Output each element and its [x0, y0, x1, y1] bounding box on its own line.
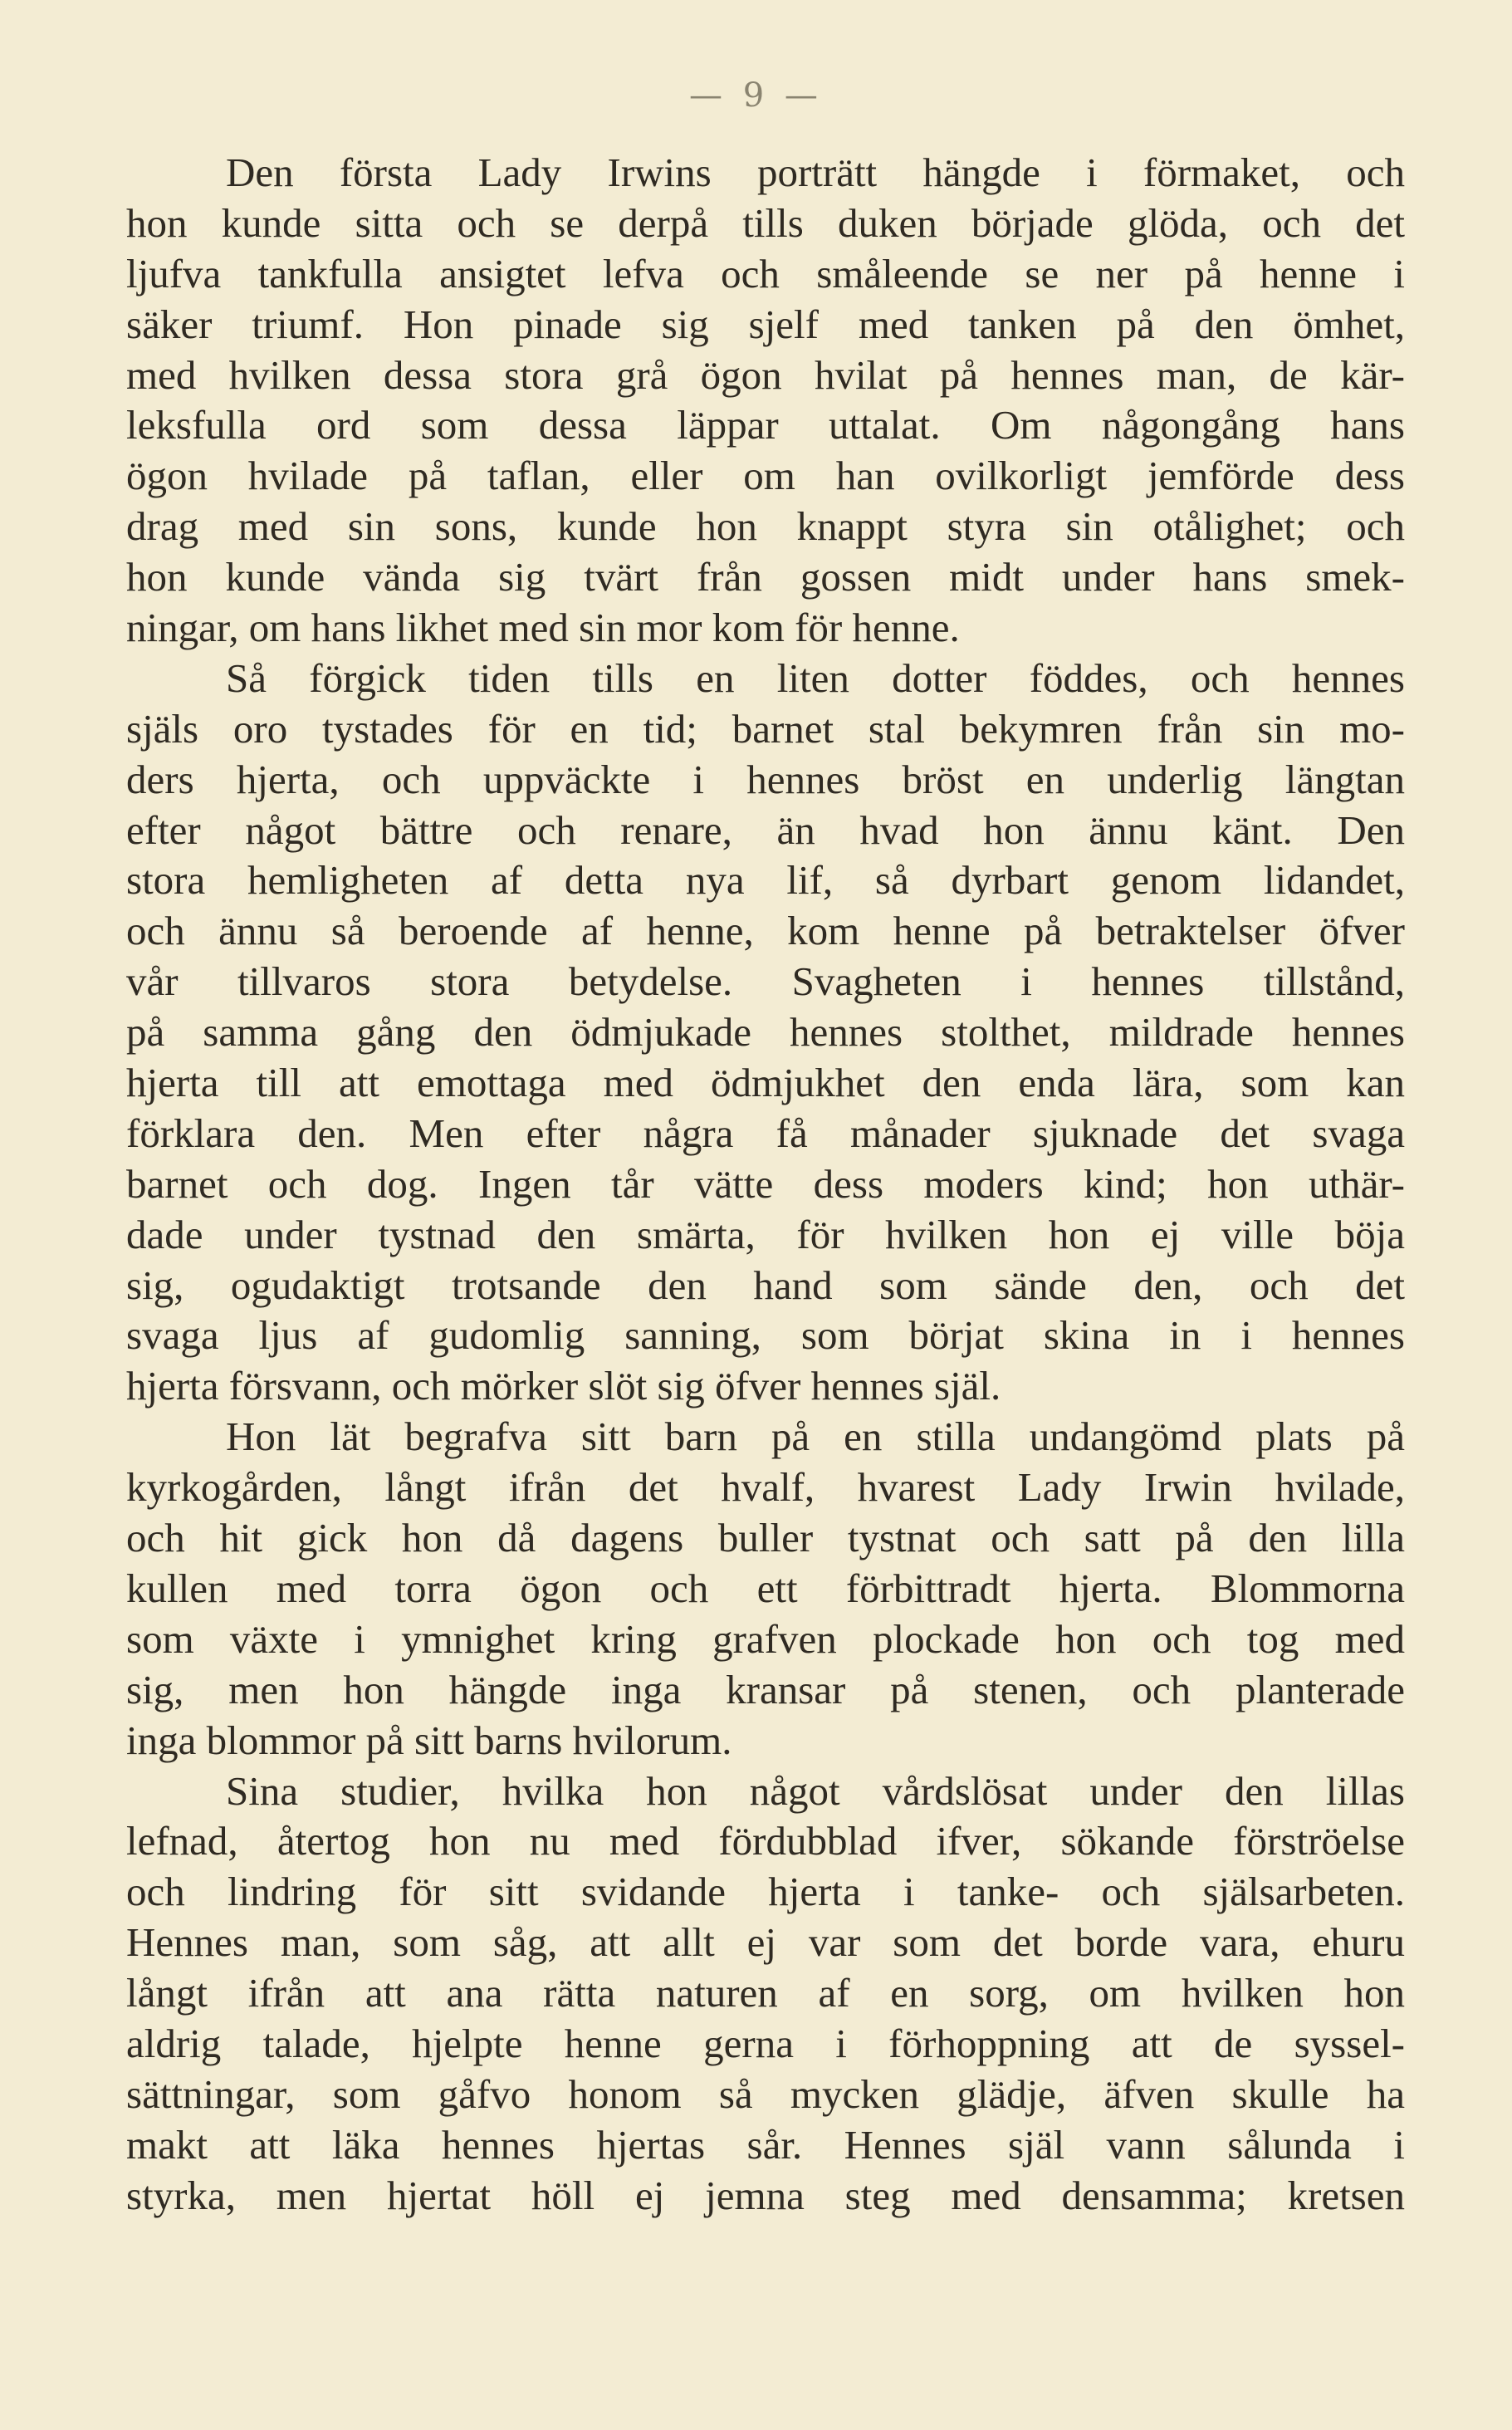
page-number: — 9 —	[689, 76, 823, 115]
text-line: sig, ogudaktigt trotsande den hand som sände den, och det	[126, 1262, 1405, 1308]
text-line: barnet och dog. Ingen tår vätte dess moders kind; hon uthär-	[126, 1160, 1405, 1207]
text-line: hon kunde vända sig tvärt från gossen midt under hans smek-	[126, 554, 1405, 600]
text-line: Så förgick tiden tills en liten dotter föddes, och hennes	[226, 654, 1405, 701]
text-line: inga blommor på sitt barns hvilorum.	[126, 1717, 732, 1763]
text-line: lefnad, återtog hon nu med fördubblad ifver, sökande förströelse	[126, 1818, 1405, 1864]
text-line: hon kunde sitta och se derpå tills duken började glöda, och det	[126, 199, 1405, 246]
text-line: Hennes man, som såg, att allt ej var som det borde vara, ehuru	[126, 1919, 1405, 1966]
text-line: själs oro tystades för en tid; barnet stal bekymren från sin mo-	[126, 705, 1405, 752]
text-line: makt att läka hennes hjertas sår. Hennes själ vann sålunda i	[126, 2121, 1405, 2168]
text-line: Hon lät begrafva sitt barn på en stilla undangömd plats på	[226, 1413, 1405, 1460]
text-line: ningar, om hans likhet med sin mor kom för henne.	[126, 605, 960, 651]
text-line: svaga ljus af gudomlig sanning, som börjat skina in i hennes	[126, 1312, 1405, 1359]
text-line: drag med sin sons, kunde hon knappt styra sin otålighet; och	[126, 503, 1405, 550]
text-line: ljufva tankfulla ansigtet lefva och småleende se ner på henne i	[126, 250, 1405, 296]
text-line: säker triumf. Hon pinade sig sjelf med tanken på den ömhet,	[126, 301, 1405, 347]
body-text	[126, 148, 1405, 2222]
text-line: Den första Lady Irwins porträtt hängde i förmaket, och	[226, 149, 1405, 195]
text-line: hjerta till att emottaga med ödmjukhet den enda lära, som kan	[126, 1060, 1405, 1106]
text-line: kullen med torra ögon och ett förbittradt hjerta. Blommorna	[126, 1565, 1405, 1611]
text-line: som växte i ymnighet kring grafven plockade hon och tog med	[126, 1615, 1405, 1662]
text-line: kyrkogården, långt ifrån det hvalf, hvarest Lady Irwin hvilade,	[126, 1464, 1405, 1511]
text-line: styrka, men hjertat höll ej jemna steg med densamma; kretsen	[126, 2172, 1405, 2218]
text-line: Sina studier, hvilka hon något vårdslösat under den lillas	[226, 1767, 1405, 1814]
text-line: efter något bättre och renare, än hvad hon ännu känt. Den	[126, 806, 1405, 853]
text-line: sättningar, som gåfvo honom så mycken glädje, äfven skulle ha	[126, 2070, 1405, 2117]
text-line: och lindring för sitt svidande hjerta i tanke- och själsarbeten.	[126, 1869, 1405, 1915]
text-line: ders hjerta, och uppväckte i hennes bröst en underlig längtan	[126, 756, 1405, 802]
text-line: med hvilken dessa stora grå ögon hvilat på hennes man, de kär-	[126, 351, 1405, 398]
text-line: och ännu så beroende af henne, kom henne på betraktelser öfver	[126, 908, 1405, 954]
text-line: vår tillvaros stora betydelse. Svagheten i hennes tillstånd,	[126, 958, 1405, 1005]
text-line: och hit gick hon då dagens buller tystnat och satt på den lilla	[126, 1515, 1405, 1561]
text-line: dade under tystnad den smärta, för hvilken hon ej ville böja	[126, 1211, 1405, 1257]
text-line: på samma gång den ödmjukade hennes stolthet, mildrade hennes	[126, 1009, 1405, 1056]
text-line: hjerta försvann, och mörker slöt sig öfver hennes själ.	[126, 1363, 1001, 1409]
text-line: sig, men hon hängde inga kransar på stenen, och planterade	[126, 1666, 1405, 1712]
text-line: förklara den. Men efter några få månader sjuknade det svaga	[126, 1110, 1405, 1156]
text-line: leksfulla ord som dessa läppar uttalat. Om någongång hans	[126, 402, 1405, 448]
text-line: aldrig talade, hjelpte henne gerna i förhoppning att de syssel-	[126, 2020, 1405, 2066]
text-line: långt ifrån att ana rätta naturen af en sorg, om hvilken hon	[126, 1970, 1405, 2016]
text-line: ögon hvilade på taflan, eller om han ovilkorligt jemförde dess	[126, 453, 1405, 499]
text-line: stora hemligheten af detta nya lif, så dyrbart genom lidandet,	[126, 857, 1405, 904]
